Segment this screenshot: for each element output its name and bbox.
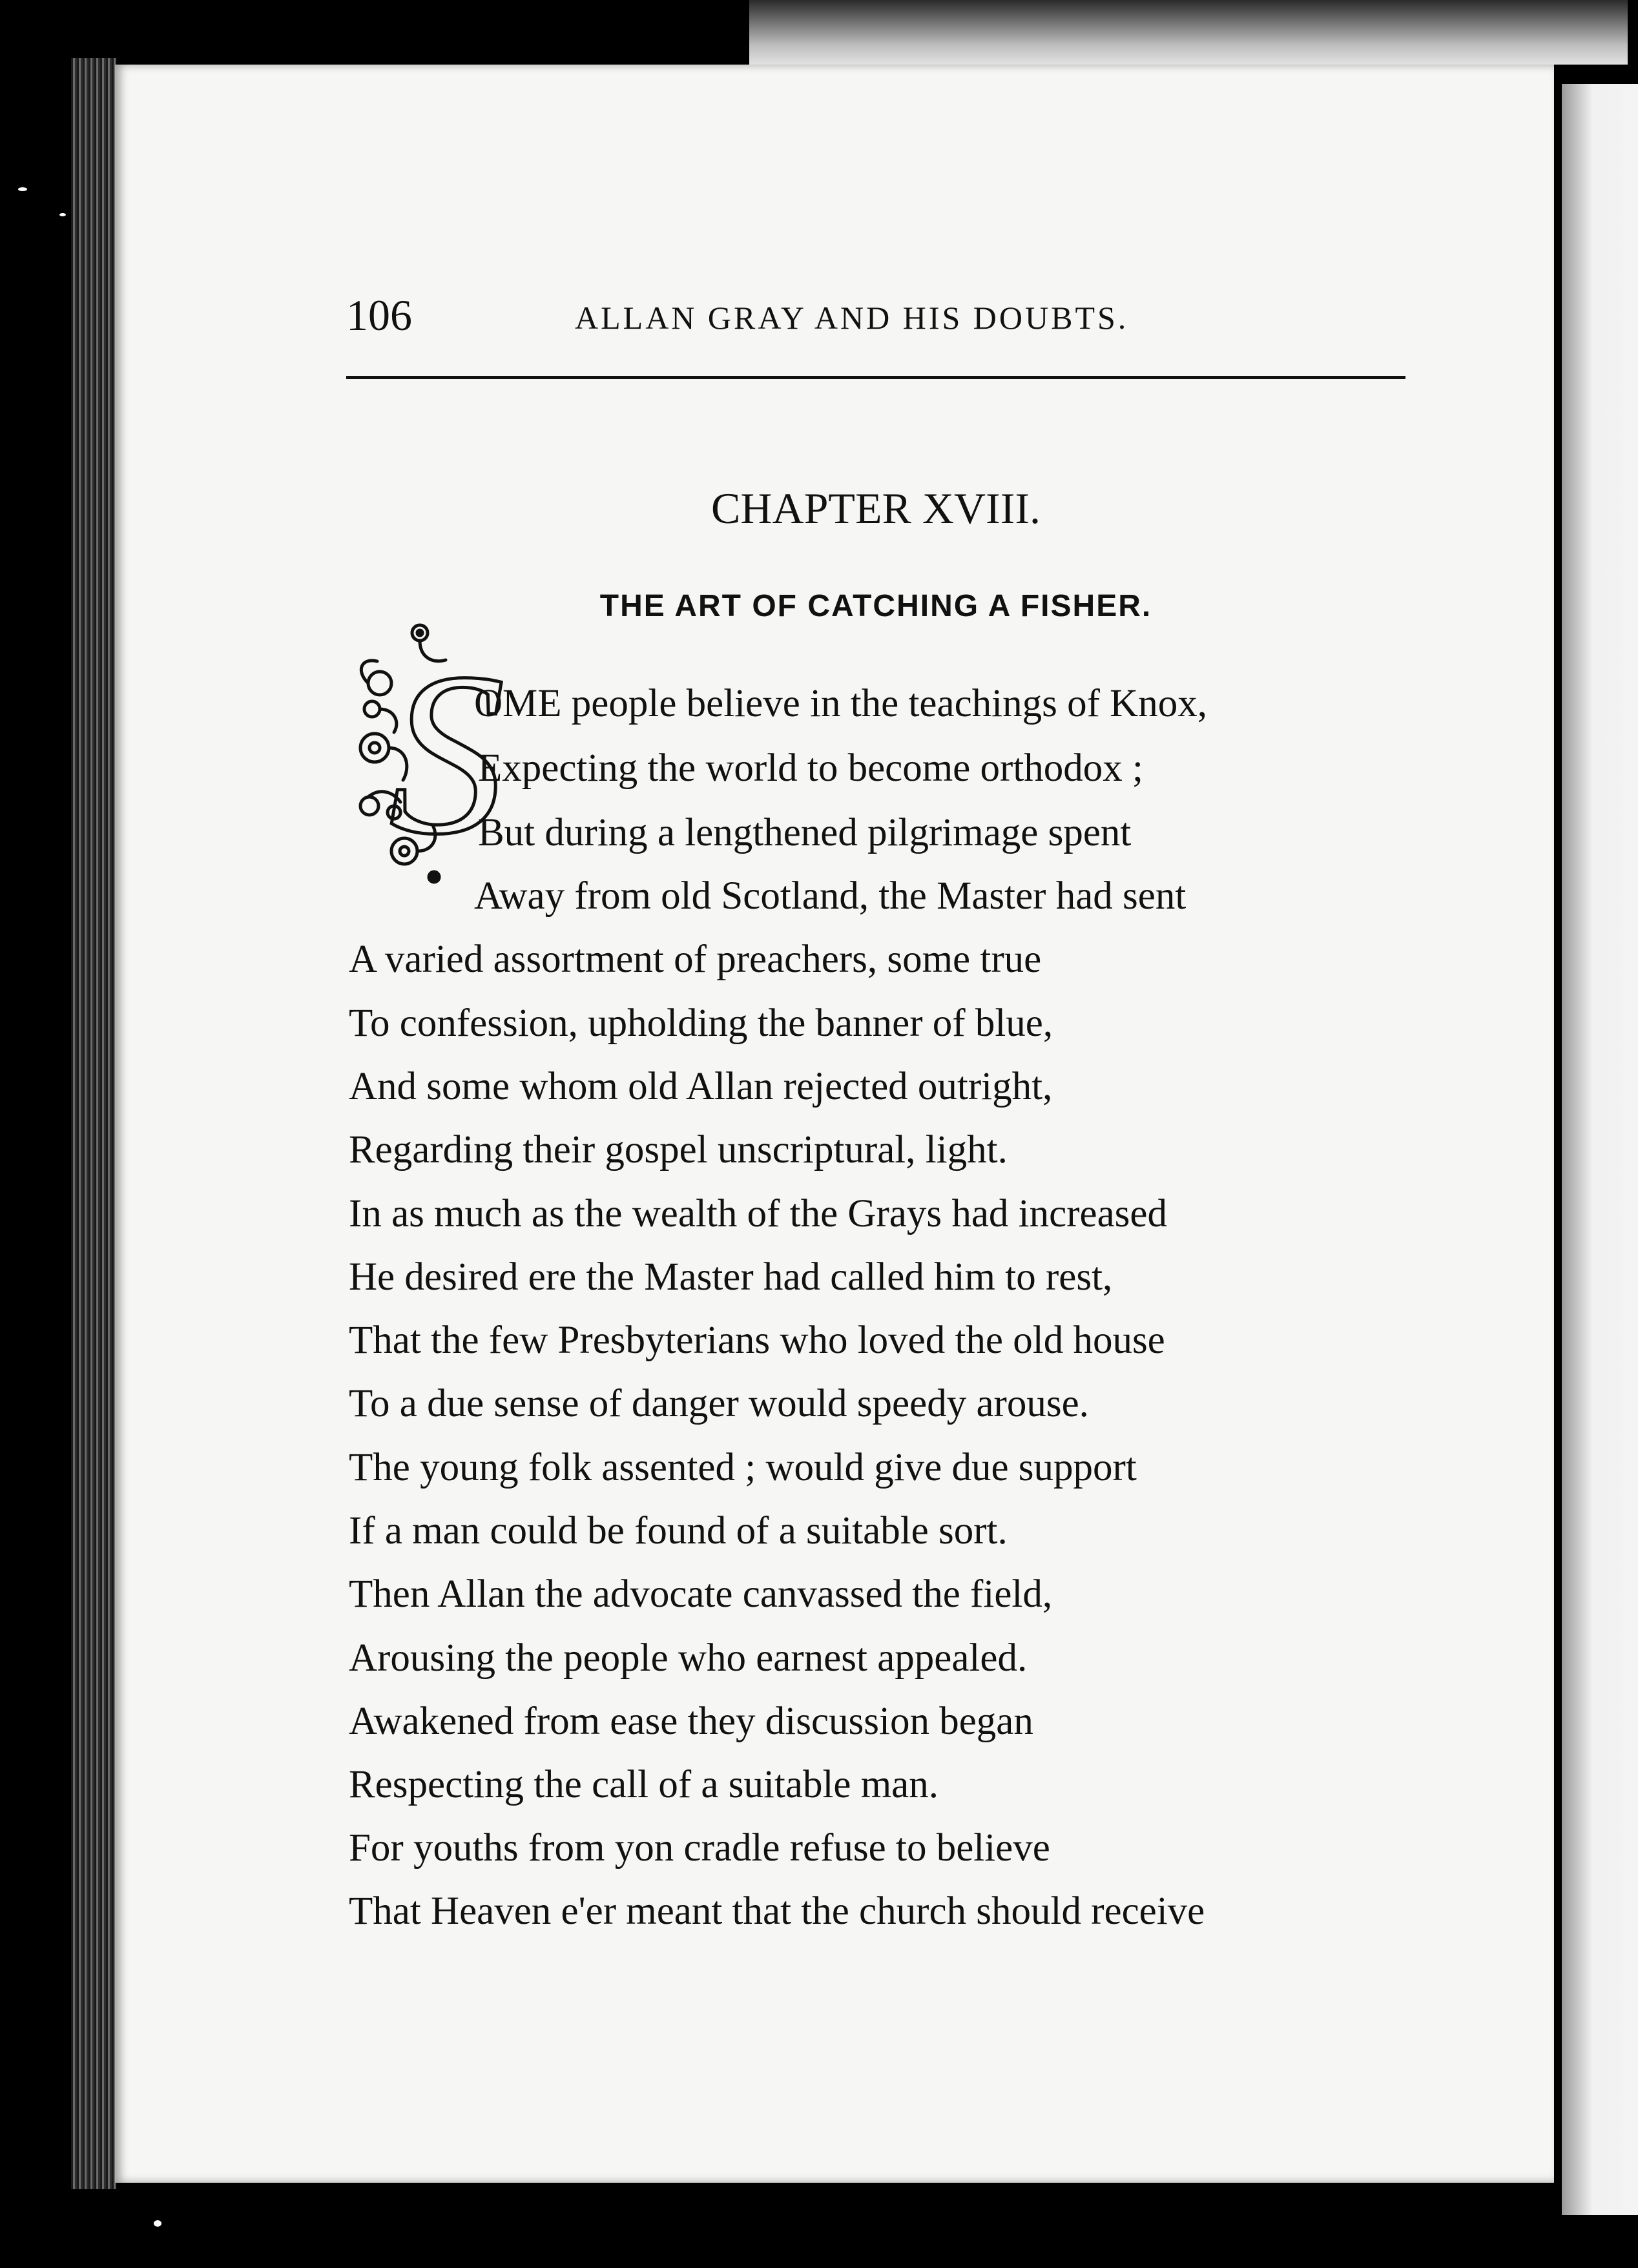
poem-line: To a due sense of danger would speedy arouse. xyxy=(349,1382,1089,1425)
poem-line: Then Allan the advocate canvassed the field, xyxy=(349,1572,1053,1616)
poem-line: Regarding their gospel unscriptural, light. xyxy=(349,1128,1008,1171)
poem-line: If a man could be found of a suitable sort. xyxy=(349,1509,1008,1552)
poem-line: Respecting the call of a suitable man. xyxy=(349,1763,939,1806)
header-rule xyxy=(346,376,1405,379)
scan-speck xyxy=(59,213,66,216)
poem-line: Away from old Scotland, the Master had sent xyxy=(474,874,1187,918)
drop-cap-letter: S xyxy=(389,624,505,882)
poem-line: The young folk assented ; would give due support xyxy=(349,1446,1137,1489)
poem-line: That Heaven e'er meant that the church should receive xyxy=(349,1890,1205,1933)
book-page xyxy=(115,65,1554,2183)
poem-line: Awakened from ease they discussion began xyxy=(349,1700,1033,1743)
poem-line: For youths from yon cradle refuse to believe xyxy=(349,1826,1050,1870)
ornamental-drop-cap xyxy=(349,619,505,890)
poem-line: And some whom old Allan rejected outright, xyxy=(349,1065,1053,1108)
poem-line: Expecting the world to become orthodox ; xyxy=(478,747,1143,790)
adjacent-page-right-edge xyxy=(1562,84,1638,2215)
poem-line: In as much as the wealth of the Grays had increased xyxy=(349,1192,1167,1235)
running-title: ALLAN GRAY AND HIS DOUBTS. xyxy=(575,300,1129,336)
scan-speck xyxy=(18,187,27,191)
page-number: 106 xyxy=(346,291,412,340)
running-head xyxy=(346,289,1405,341)
book-page-edges xyxy=(71,58,116,2189)
poem-line: To confession, upholding the banner of blue, xyxy=(349,1002,1053,1045)
poem-line: That the few Presbyterians who loved the old house xyxy=(349,1319,1165,1362)
poem-line: Arousing the people who earnest appealed. xyxy=(349,1636,1028,1680)
poem-line: But during a lengthened pilgrimage spent xyxy=(478,811,1132,854)
chapter-subtitle: THE ART OF CATCHING A FISHER. xyxy=(599,589,1152,623)
adjacent-page-top-edge xyxy=(749,0,1628,65)
chapter-title: CHAPTER XVIII. xyxy=(711,484,1041,533)
poem-line: He desired ere the Master had called him to rest, xyxy=(349,1255,1113,1299)
poem-line: A varied assortment of preachers, some true xyxy=(349,938,1042,981)
poem-line: OME people believe in the teachings of Knox, xyxy=(474,682,1207,725)
scan-speck xyxy=(154,2220,161,2227)
